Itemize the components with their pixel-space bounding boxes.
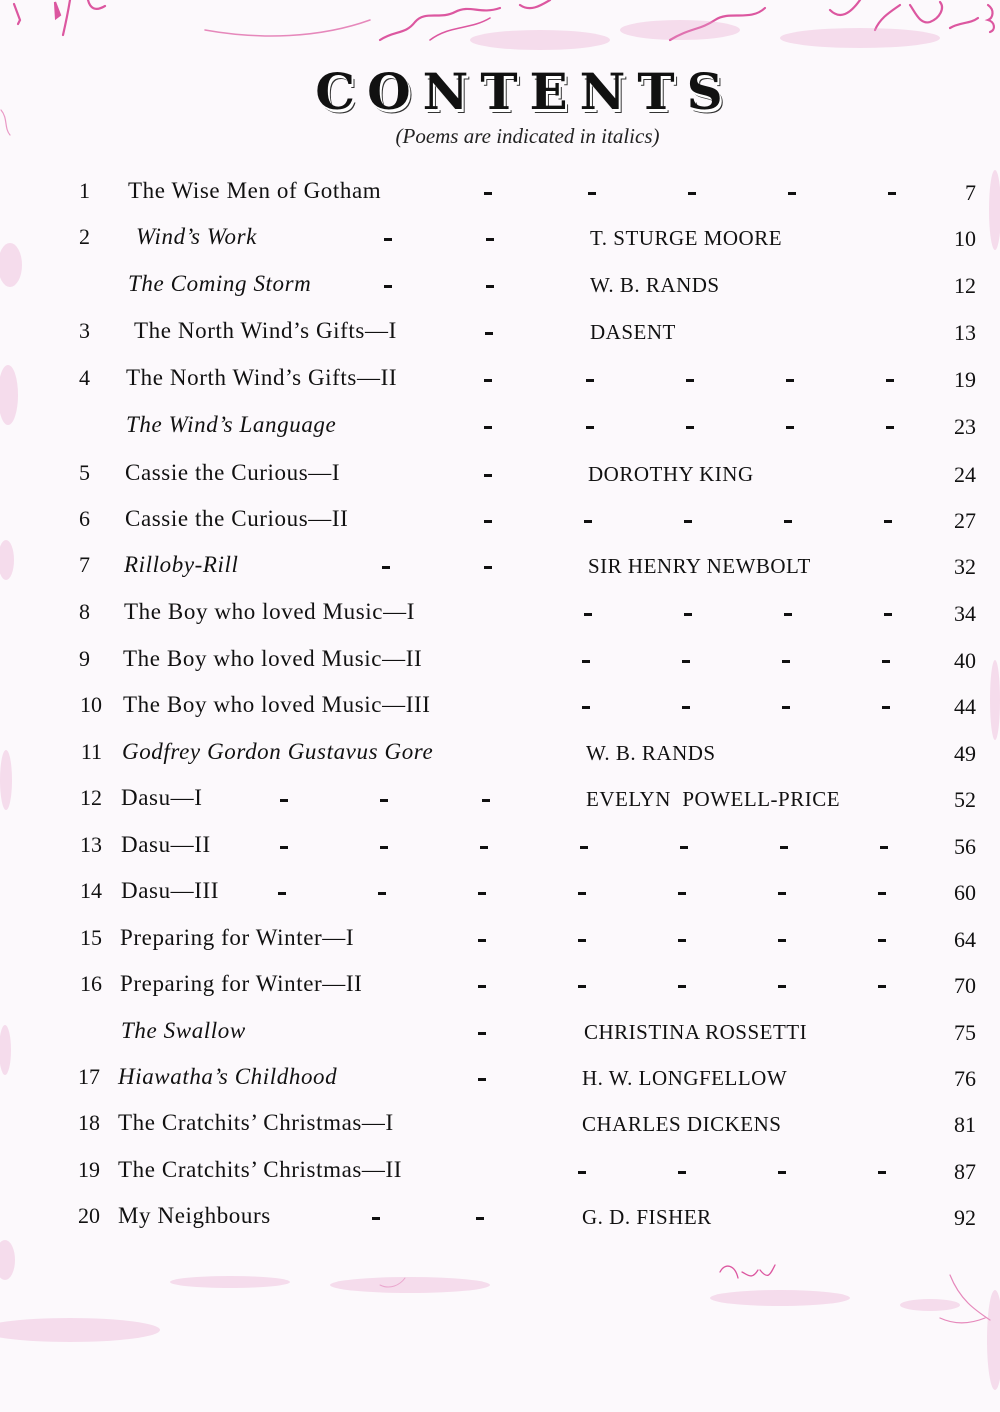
- leader-dash: [480, 846, 488, 849]
- leader-dash: [882, 660, 890, 663]
- toc-entry: [0, 878, 1000, 918]
- entry-page-number: 24: [954, 462, 976, 487]
- toc-entry: [0, 271, 1000, 311]
- leader-dash: [384, 285, 392, 288]
- leader-dash: [578, 1171, 586, 1174]
- entry-author: G. D. FISHER: [582, 1205, 712, 1229]
- entry-number: 19: [78, 1157, 100, 1182]
- entry-title: The North Wind’s Gifts—I: [134, 318, 397, 343]
- entry-title: Wind’s Work: [136, 224, 257, 249]
- leader-dash: [580, 846, 588, 849]
- toc-entry: [0, 224, 1000, 264]
- entry-page-number: 34: [954, 601, 976, 626]
- leader-dash: [784, 520, 792, 523]
- leader-dash: [682, 706, 690, 709]
- leader-dash: [478, 892, 486, 895]
- leader-dash: [680, 846, 688, 849]
- entry-number: 5: [79, 460, 90, 485]
- entry-page-number: 75: [954, 1020, 976, 1045]
- entry-title: The Cratchits’ Christmas—II: [118, 1157, 403, 1182]
- entry-author: T. STURGE MOORE: [590, 226, 783, 250]
- entry-number: 15: [80, 925, 102, 950]
- toc-entry: [0, 460, 1000, 500]
- leader-dash: [778, 985, 786, 988]
- entry-title: The Coming Storm: [128, 271, 312, 296]
- entry-number: 14: [80, 878, 102, 903]
- entry-page-number: 76: [954, 1066, 976, 1091]
- leader-dash: [888, 192, 896, 195]
- entry-title: My Neighbours: [118, 1203, 271, 1228]
- entry-title: The North Wind’s Gifts—II: [126, 365, 398, 390]
- leader-dash: [484, 566, 492, 569]
- entry-author: W. B. RANDS: [590, 273, 720, 297]
- entry-title: Rilloby-Rill: [124, 552, 239, 577]
- toc-entry: [0, 1203, 1000, 1243]
- leader-dash: [484, 379, 492, 382]
- entry-number: 18: [78, 1110, 100, 1135]
- leader-dash: [586, 426, 594, 429]
- leader-dash: [578, 985, 586, 988]
- entry-page-number: 23: [954, 414, 976, 439]
- toc-entry: [0, 1157, 1000, 1197]
- entry-title: Hiawatha’s Childhood: [118, 1064, 338, 1089]
- leader-dash: [584, 613, 592, 616]
- leader-dash: [582, 660, 590, 663]
- entry-number: 7: [79, 552, 90, 577]
- entry-page-number: 19: [954, 367, 976, 392]
- leader-dash: [484, 426, 492, 429]
- leader-dash: [478, 1032, 486, 1035]
- entry-author: CHARLES DICKENS: [582, 1112, 782, 1136]
- entry-title: Godfrey Gordon Gustavus Gore: [122, 739, 434, 764]
- entry-number: 13: [80, 832, 102, 857]
- toc-entry: [0, 1110, 1000, 1150]
- leader-dash: [380, 846, 388, 849]
- leader-dash: [384, 238, 392, 241]
- entry-number: 4: [79, 365, 90, 390]
- leader-dash: [484, 474, 492, 477]
- entry-number: 8: [79, 599, 90, 624]
- entry-number: 12: [80, 785, 102, 810]
- entry-number: 10: [80, 692, 102, 717]
- leader-dash: [778, 939, 786, 942]
- leader-dash: [884, 613, 892, 616]
- entry-title: The Cratchits’ Christmas—I: [118, 1110, 394, 1135]
- entry-page-number: 40: [954, 648, 976, 673]
- entry-title: The Wind’s Language: [126, 412, 337, 437]
- leader-dash: [484, 520, 492, 523]
- entry-page-number: 81: [954, 1112, 976, 1137]
- entry-page-number: 52: [954, 787, 976, 812]
- entry-number: 9: [79, 646, 90, 671]
- entry-page-number: 60: [954, 880, 976, 905]
- entry-author: DOROTHY KING: [588, 462, 754, 486]
- toc-entry: [0, 365, 1000, 405]
- leader-dash: [880, 846, 888, 849]
- entry-number: 16: [80, 971, 102, 996]
- entry-number: 17: [78, 1064, 100, 1089]
- leader-dash: [684, 520, 692, 523]
- leader-dash: [478, 939, 486, 942]
- entry-author: H. W. LONGFELLOW: [582, 1066, 788, 1090]
- leader-dash: [786, 379, 794, 382]
- leader-dash: [788, 192, 796, 195]
- entry-title: Dasu—II: [121, 832, 211, 857]
- leader-dash: [884, 520, 892, 523]
- leader-dash: [578, 892, 586, 895]
- leader-dash: [886, 426, 894, 429]
- leader-dash: [588, 192, 596, 195]
- leader-dash: [678, 1171, 686, 1174]
- toc-entry: [0, 552, 1000, 592]
- leader-dash: [786, 426, 794, 429]
- leader-dash: [378, 892, 386, 895]
- entry-page-number: 12: [954, 273, 976, 298]
- leader-dash: [678, 985, 686, 988]
- leader-dash: [682, 660, 690, 663]
- leader-dash: [886, 379, 894, 382]
- toc-entry: [0, 785, 1000, 825]
- page-subtitle: (Poems are indicated in italics): [395, 124, 660, 148]
- leader-dash: [878, 939, 886, 942]
- entry-author: EVELYN POWELL-PRICE: [586, 787, 841, 811]
- entry-title: The Boy who loved Music—II: [123, 646, 423, 671]
- toc-entry: [0, 739, 1000, 779]
- leader-dash: [478, 985, 486, 988]
- leader-dash: [280, 846, 288, 849]
- leader-dash: [280, 799, 288, 802]
- toc-entry: [0, 506, 1000, 546]
- entry-page-number: 7: [965, 180, 976, 205]
- leader-dash: [684, 613, 692, 616]
- entry-title: Preparing for Winter—II: [120, 971, 363, 996]
- toc-entry: [0, 1064, 1000, 1104]
- leader-dash: [582, 706, 590, 709]
- entry-title: Cassie the Curious—II: [125, 506, 349, 531]
- entry-number: 11: [80, 739, 102, 764]
- leader-dash: [686, 379, 694, 382]
- entry-page-number: 56: [954, 834, 976, 859]
- leader-dash: [586, 379, 594, 382]
- leader-dash: [778, 1171, 786, 1174]
- leader-dash: [784, 613, 792, 616]
- entry-title: The Boy who loved Music—III: [123, 692, 431, 717]
- toc-entry: [0, 971, 1000, 1011]
- entry-number: 1: [79, 178, 90, 203]
- entry-title: The Swallow: [121, 1018, 246, 1043]
- entry-title: Dasu—I: [121, 785, 203, 810]
- entry-page-number: 49: [954, 741, 976, 766]
- leader-dash: [878, 892, 886, 895]
- entry-page-number: 64: [954, 927, 976, 952]
- leader-dash: [484, 192, 492, 195]
- leader-dash: [380, 799, 388, 802]
- leader-dash: [782, 660, 790, 663]
- leader-dash: [486, 285, 494, 288]
- leader-dash: [476, 1217, 484, 1220]
- toc-entry: [0, 318, 1000, 358]
- leader-dash: [780, 846, 788, 849]
- leader-dash: [486, 238, 494, 241]
- entry-title: Dasu—III: [121, 878, 220, 903]
- leader-dash: [688, 192, 696, 195]
- entry-author: DASENT: [590, 320, 676, 344]
- entry-title: Cassie the Curious—I: [125, 460, 341, 485]
- leader-dash: [678, 892, 686, 895]
- toc-entry: [0, 832, 1000, 872]
- toc-entry: [0, 599, 1000, 639]
- entry-page-number: 10: [954, 226, 976, 251]
- toc-entry: [0, 925, 1000, 965]
- leader-dash: [686, 426, 694, 429]
- leader-dash: [278, 892, 286, 895]
- entry-number: 3: [79, 318, 90, 343]
- entry-page-number: 87: [954, 1159, 976, 1184]
- entry-title: The Wise Men of Gotham: [128, 178, 382, 203]
- entry-number: 20: [78, 1203, 100, 1228]
- leader-dash: [584, 520, 592, 523]
- entry-title: Preparing for Winter—I: [120, 925, 355, 950]
- page-title: CONTENTS: [315, 62, 735, 121]
- leader-dash: [478, 1078, 486, 1081]
- entry-page-number: 92: [954, 1205, 976, 1230]
- leader-dash: [878, 1171, 886, 1174]
- entry-page-number: 13: [954, 320, 976, 345]
- entry-author: W. B. RANDS: [586, 741, 716, 765]
- toc-entry: [0, 1018, 1000, 1058]
- toc-entry: [0, 178, 1000, 218]
- leader-dash: [878, 985, 886, 988]
- entry-page-number: 70: [954, 973, 976, 998]
- entry-page-number: 44: [954, 694, 976, 719]
- entry-page-number: 27: [954, 508, 976, 533]
- entry-number: 6: [79, 506, 90, 531]
- toc-entry: [0, 692, 1000, 732]
- toc-entry: [0, 412, 1000, 452]
- entry-author: SIR HENRY NEWBOLT: [588, 554, 811, 578]
- leader-dash: [782, 706, 790, 709]
- leader-dash: [882, 706, 890, 709]
- entry-author: CHRISTINA ROSSETTI: [584, 1020, 808, 1044]
- entry-number: 2: [79, 224, 90, 249]
- leader-dash: [372, 1217, 380, 1220]
- leader-dash: [485, 332, 493, 335]
- leader-dash: [578, 939, 586, 942]
- toc-entry: [0, 646, 1000, 686]
- entry-page-number: 32: [954, 554, 976, 579]
- leader-dash: [382, 566, 390, 569]
- leader-dash: [482, 799, 490, 802]
- entry-title: The Boy who loved Music—I: [124, 599, 415, 624]
- leader-dash: [678, 939, 686, 942]
- leader-dash: [778, 892, 786, 895]
